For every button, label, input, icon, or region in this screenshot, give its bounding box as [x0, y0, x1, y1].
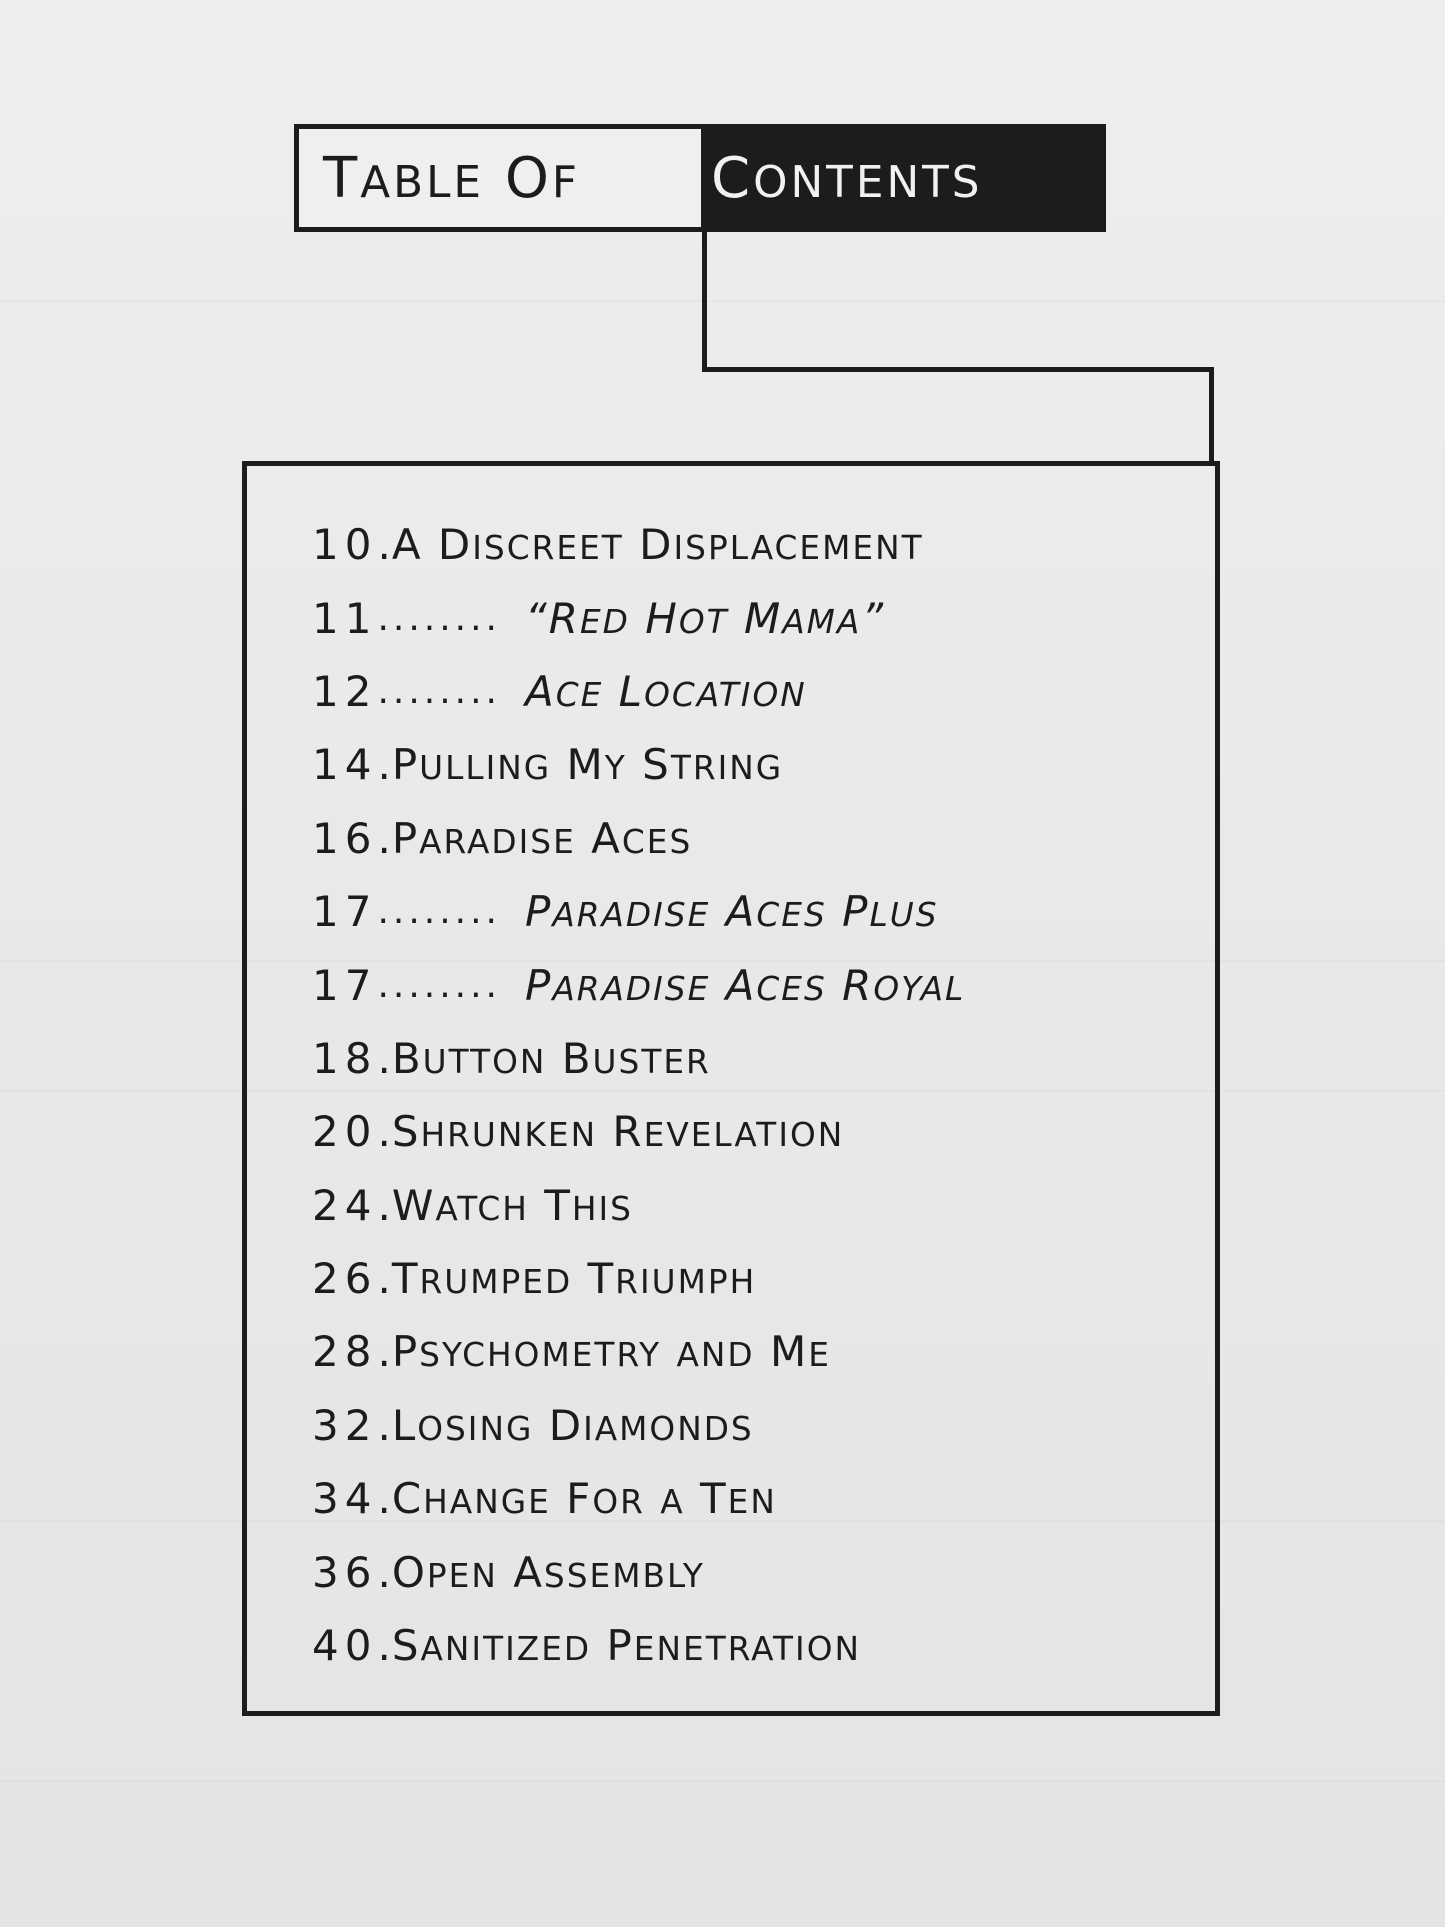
toc-separator: . — [377, 520, 392, 570]
toc-separator: . — [377, 1180, 392, 1230]
toc-page-number: 17 — [312, 887, 378, 937]
toc-entry — [312, 1022, 965, 1095]
toc-title: LOSING DIAMONDS — [391, 1400, 754, 1450]
toc-page-number: 24 — [312, 1180, 378, 1230]
toc-title: A DISCREET DISPLACEMENT — [391, 520, 924, 570]
toc-title: SHRUNKEN REVELATION — [391, 1107, 845, 1157]
heading-left-text — [299, 129, 701, 227]
toc-title: PARADISE ACES PLUS — [525, 887, 939, 937]
toc-title: ACE LOCATION — [525, 666, 807, 716]
toc-separator: ........ — [377, 670, 501, 712]
toc-entry — [312, 1242, 965, 1315]
toc-page-number: 18 — [312, 1033, 378, 1083]
toc-title: PSYCHOMETRY AND ME — [391, 1327, 831, 1377]
toc-page-number: 16 — [312, 813, 378, 863]
toc-entry — [312, 581, 965, 654]
toc-separator: . — [377, 1621, 392, 1671]
heading-right-text — [701, 129, 1101, 227]
toc-separator: . — [377, 1254, 392, 1304]
toc-page-number: 32 — [312, 1400, 378, 1450]
toc-separator: ........ — [377, 891, 501, 933]
toc-entry — [312, 655, 965, 728]
toc-page-number: 34 — [312, 1474, 378, 1524]
toc-page-number: 20 — [312, 1107, 378, 1157]
toc-title: OPEN ASSEMBLY — [391, 1547, 705, 1597]
toc-page-number: 36 — [312, 1547, 378, 1597]
heading-right: CONTENTS — [711, 145, 983, 211]
toc-separator: ........ — [377, 597, 501, 639]
toc-title: PULLING MY STRING — [391, 740, 784, 790]
toc-title: PARADISE ACES ROYAL — [525, 960, 966, 1010]
toc-title: BUTTON BUSTER — [391, 1033, 711, 1083]
toc-list — [312, 508, 965, 1682]
toc-entry — [312, 802, 965, 875]
toc-entry — [312, 1462, 965, 1535]
toc-page-number: 14 — [312, 740, 378, 790]
toc-title: SANITIZED PENETRATION — [391, 1621, 861, 1671]
toc-entry — [312, 728, 965, 801]
toc-page-number: 12 — [312, 666, 378, 716]
toc-separator: ........ — [377, 964, 501, 1006]
toc-page-number: 17 — [312, 960, 378, 1010]
toc-entry — [312, 508, 965, 581]
toc-entry — [312, 1389, 965, 1462]
toc-title: WATCH THIS — [391, 1180, 633, 1230]
toc-separator: . — [377, 740, 392, 790]
toc-separator: . — [377, 1400, 392, 1450]
connector-horizontal — [702, 367, 1214, 372]
toc-separator: . — [377, 1327, 392, 1377]
toc-entry — [312, 1169, 965, 1242]
toc-title: TRUMPED TRIUMPH — [391, 1254, 757, 1304]
toc-entry — [312, 1095, 965, 1168]
toc-separator: . — [377, 1033, 392, 1083]
toc-separator: . — [377, 1474, 392, 1524]
toc-separator: . — [377, 1547, 392, 1597]
toc-page-number: 28 — [312, 1327, 378, 1377]
toc-title: PARADISE ACES — [391, 813, 693, 863]
toc-entry — [312, 1609, 965, 1682]
toc-title: CHANGE FOR A TEN — [391, 1474, 777, 1524]
toc-page-number: 11 — [312, 593, 378, 643]
toc-entry — [312, 1535, 965, 1608]
toc-page-number: 10 — [312, 520, 378, 570]
toc-entry — [312, 875, 965, 948]
toc-separator: . — [377, 813, 392, 863]
toc-title: “RED HOT MAMA” — [525, 593, 886, 643]
toc-heading — [294, 124, 1106, 232]
connector-vertical-bottom — [1209, 367, 1214, 465]
toc-page-number: 40 — [312, 1621, 378, 1671]
toc-page-number: 26 — [312, 1254, 378, 1304]
toc-separator: . — [377, 1107, 392, 1157]
connector-vertical-top — [702, 229, 707, 372]
heading-left: TABLE OF — [323, 145, 581, 211]
toc-entry — [312, 1315, 965, 1388]
toc-entry — [312, 948, 965, 1021]
